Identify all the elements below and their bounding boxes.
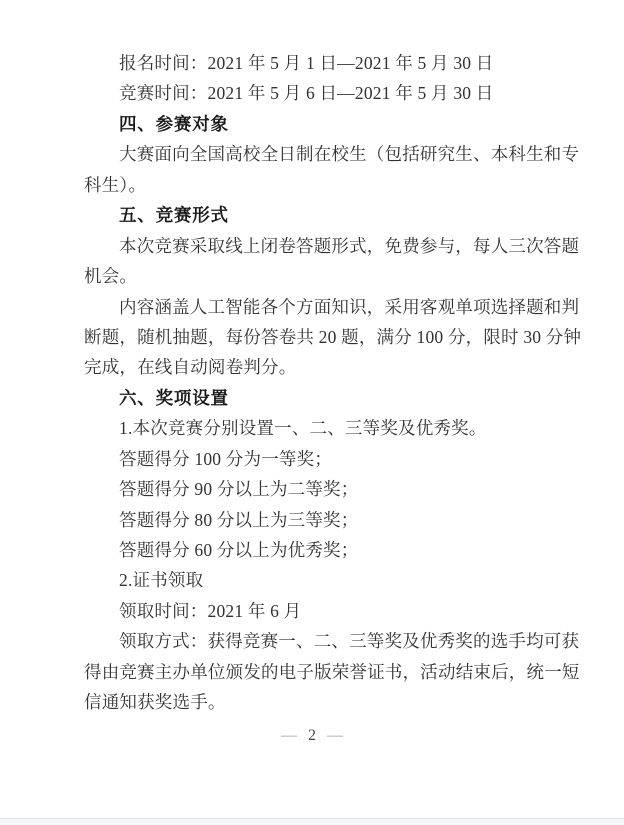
para-claim-method-line-1: 领取方式：获得竞赛一、二、三等奖及优秀奖的选手均可获 (119, 631, 580, 652)
line-award-second: 答题得分 90 分以上为二等奖； (119, 479, 359, 500)
para-participants-line-1: 大赛面向全国高校全日制在校生（包括研究生、本科生和专 (119, 144, 580, 165)
line-contest-time: 竞赛时间：2021 年 5 月 6 日—2021 年 5 月 30 日 (119, 83, 494, 104)
para-content-line-3: 完成，在线自动阅卷判分。 (84, 357, 297, 378)
para-content-line-1: 内容涵盖人工智能各个方面知识，采用客观单项选择题和判 (119, 296, 580, 317)
heading-section-5-format: 五、竞赛形式 (119, 205, 229, 226)
para-content-line-2: 断题，随机抽题，每份答卷共 20 题，满分 100 分，限时 30 分钟 (84, 326, 582, 347)
line-claim-time: 领取时间：2021 年 6 月 (119, 600, 302, 621)
line-award-intro: 1.本次竞赛分别设置一、二、三等奖及优秀奖。 (119, 418, 487, 439)
heading-section-4-participants: 四、参赛对象 (119, 113, 229, 134)
page-bottom-gap (0, 818, 624, 825)
para-claim-method-line-3: 信通知获奖选手。 (84, 692, 226, 713)
document-body (84, 48, 582, 718)
line-award-first: 答题得分 100 分为一等奖； (119, 448, 332, 469)
line-certificate-claim: 2.证书领取 (119, 570, 204, 591)
para-format-line-2: 机会。 (84, 266, 138, 287)
para-claim-method-line-2: 得由竞赛主办单位颁发的电子版荣誉证书，活动结束后，统一短 (84, 661, 580, 682)
line-signup-time: 报名时间：2021 年 5 月 1 日—2021 年 5 月 30 日 (119, 53, 494, 73)
para-format-line-1: 本次竞赛采取线上闭卷答题形式，免费参与，每人三次答题 (119, 235, 580, 256)
footer-dash-left: — (281, 727, 297, 744)
page-footer (0, 725, 624, 747)
heading-section-6-awards: 六、奖项设置 (119, 387, 229, 408)
para-participants-line-2: 科生）。 (84, 174, 147, 195)
page-number: 2 (308, 727, 316, 744)
line-award-excellent: 答题得分 60 分以上为优秀奖； (119, 540, 359, 560)
line-award-third: 答题得分 80 分以上为三等奖； (119, 509, 359, 530)
footer-dash-right: — (327, 727, 343, 744)
